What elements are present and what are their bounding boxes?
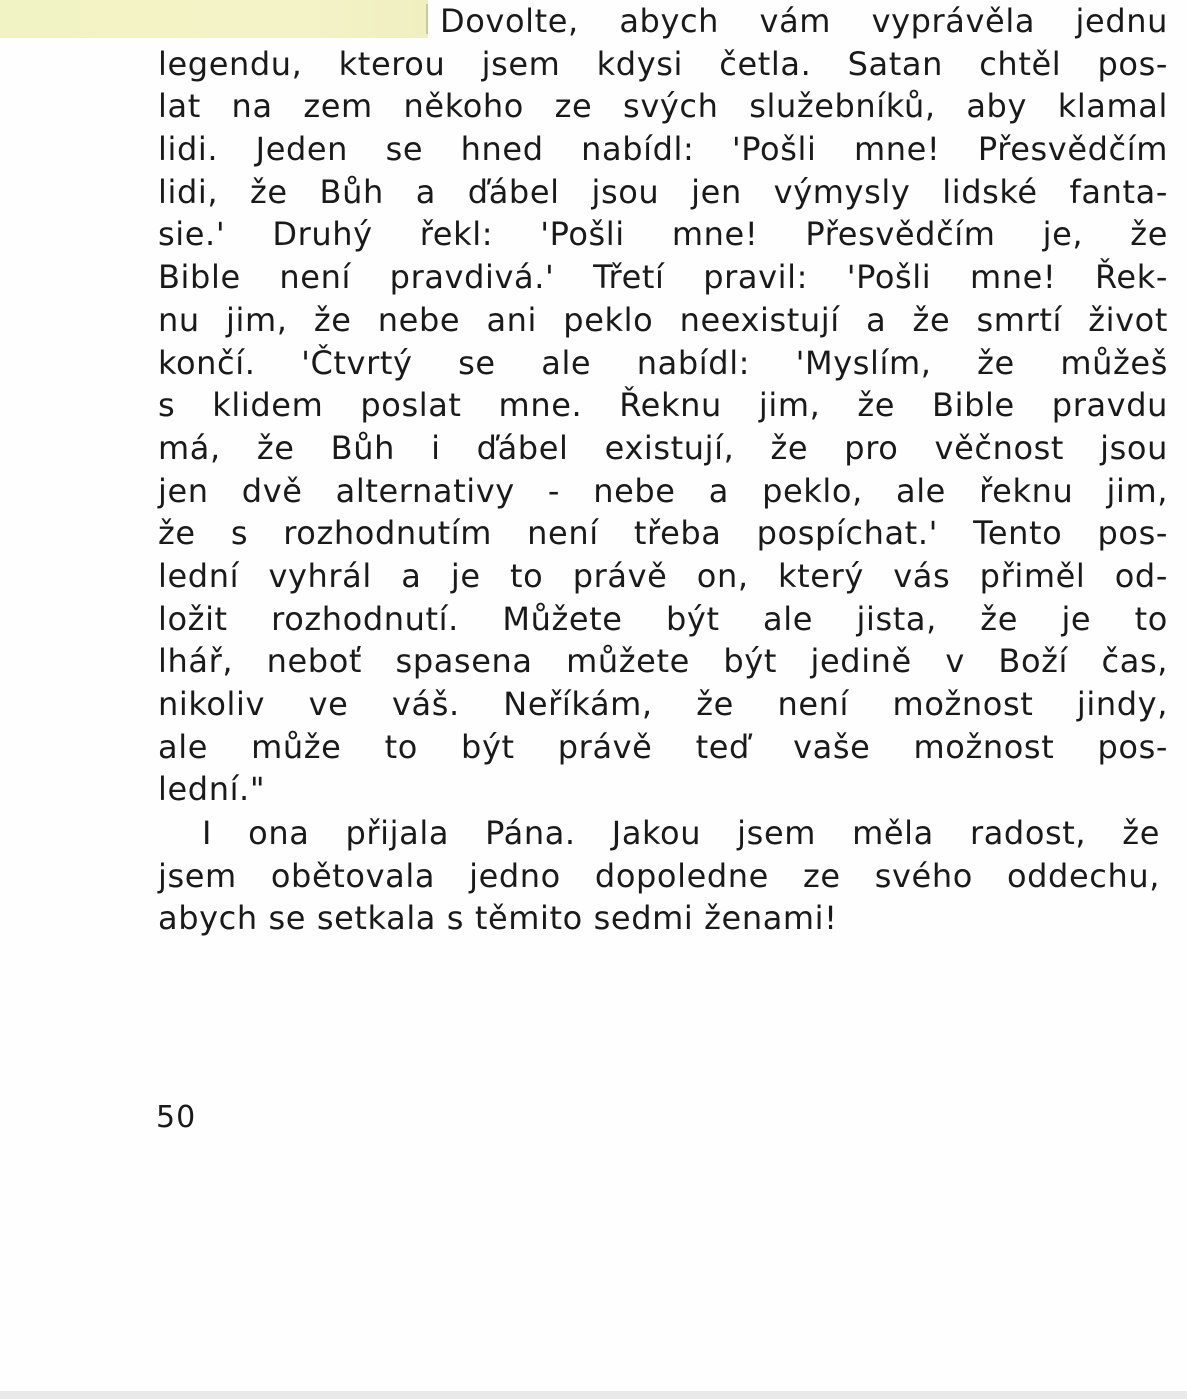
text-line: nikoliv ve váš. Neříkám, že není možnost jindy, bbox=[158, 685, 1168, 723]
text-line: lední." bbox=[158, 770, 266, 809]
paragraph-1 bbox=[158, 0, 1168, 811]
text-line: sie.' Druhý řekl: 'Pošli mne! Přesvědčím je, že bbox=[158, 215, 1168, 254]
text-line: lední vyhrál a je to právě on, který vás přiměl od- bbox=[158, 556, 1168, 595]
paragraph-2 bbox=[158, 812, 1160, 940]
text-line: lhář, neboť spasena můžete být jedině v Boží čas, bbox=[158, 642, 1168, 681]
bottom-edge bbox=[0, 1391, 1187, 1399]
page-number: 50 bbox=[156, 1100, 197, 1135]
text-line: nu jim, že nebe ani peklo neexistují a že smrtí život bbox=[158, 300, 1168, 339]
text-line: lidi, že Bůh a ďábel jsou jen výmysly lidské fanta- bbox=[158, 172, 1168, 211]
text-line: s klidem poslat mne. Řeknu jim, že Bible pravdu bbox=[158, 386, 1168, 425]
text-line: končí. 'Čtvrtý se ale nabídl: 'Myslím, že můžeš bbox=[158, 343, 1168, 382]
text-line: jen dvě alternativy - nebe a peklo, ale řeknu jim, bbox=[158, 471, 1168, 510]
text-line: ale může to být právě teď vaše možnost pos- bbox=[158, 727, 1168, 766]
text-line: abych se setkala s těmito sedmi ženami! bbox=[158, 899, 838, 938]
text-line: legendu, kterou jsem kdysi četla. Satan chtěl pos- bbox=[158, 44, 1168, 83]
text-line: Dovolte, abych vám vyprávěla jednu bbox=[440, 2, 1168, 40]
text-line: jsem obětovala jedno dopoledne ze svého oddechu, bbox=[158, 856, 1160, 895]
text-line: I ona přijala Pána. Jakou jsem měla radost, že bbox=[202, 814, 1160, 852]
text-line: má, že Bůh i ďábel existují, že pro věčnost jsou bbox=[158, 428, 1168, 467]
text-line: ložit rozhodnutí. Můžete být ale jista, že je to bbox=[158, 599, 1168, 638]
text-line: že s rozhodnutím není třeba pospíchat.' Tento pos- bbox=[158, 514, 1168, 553]
text-line: lidi. Jeden se hned nabídl: 'Pošli mne! Přesvědčím bbox=[158, 130, 1168, 169]
text-line: Bible není pravdivá.' Třetí pravil: 'Pošli mne! Řek- bbox=[158, 258, 1168, 297]
text-line: lat na zem někoho ze svých služebníků, aby klamal bbox=[158, 87, 1168, 126]
